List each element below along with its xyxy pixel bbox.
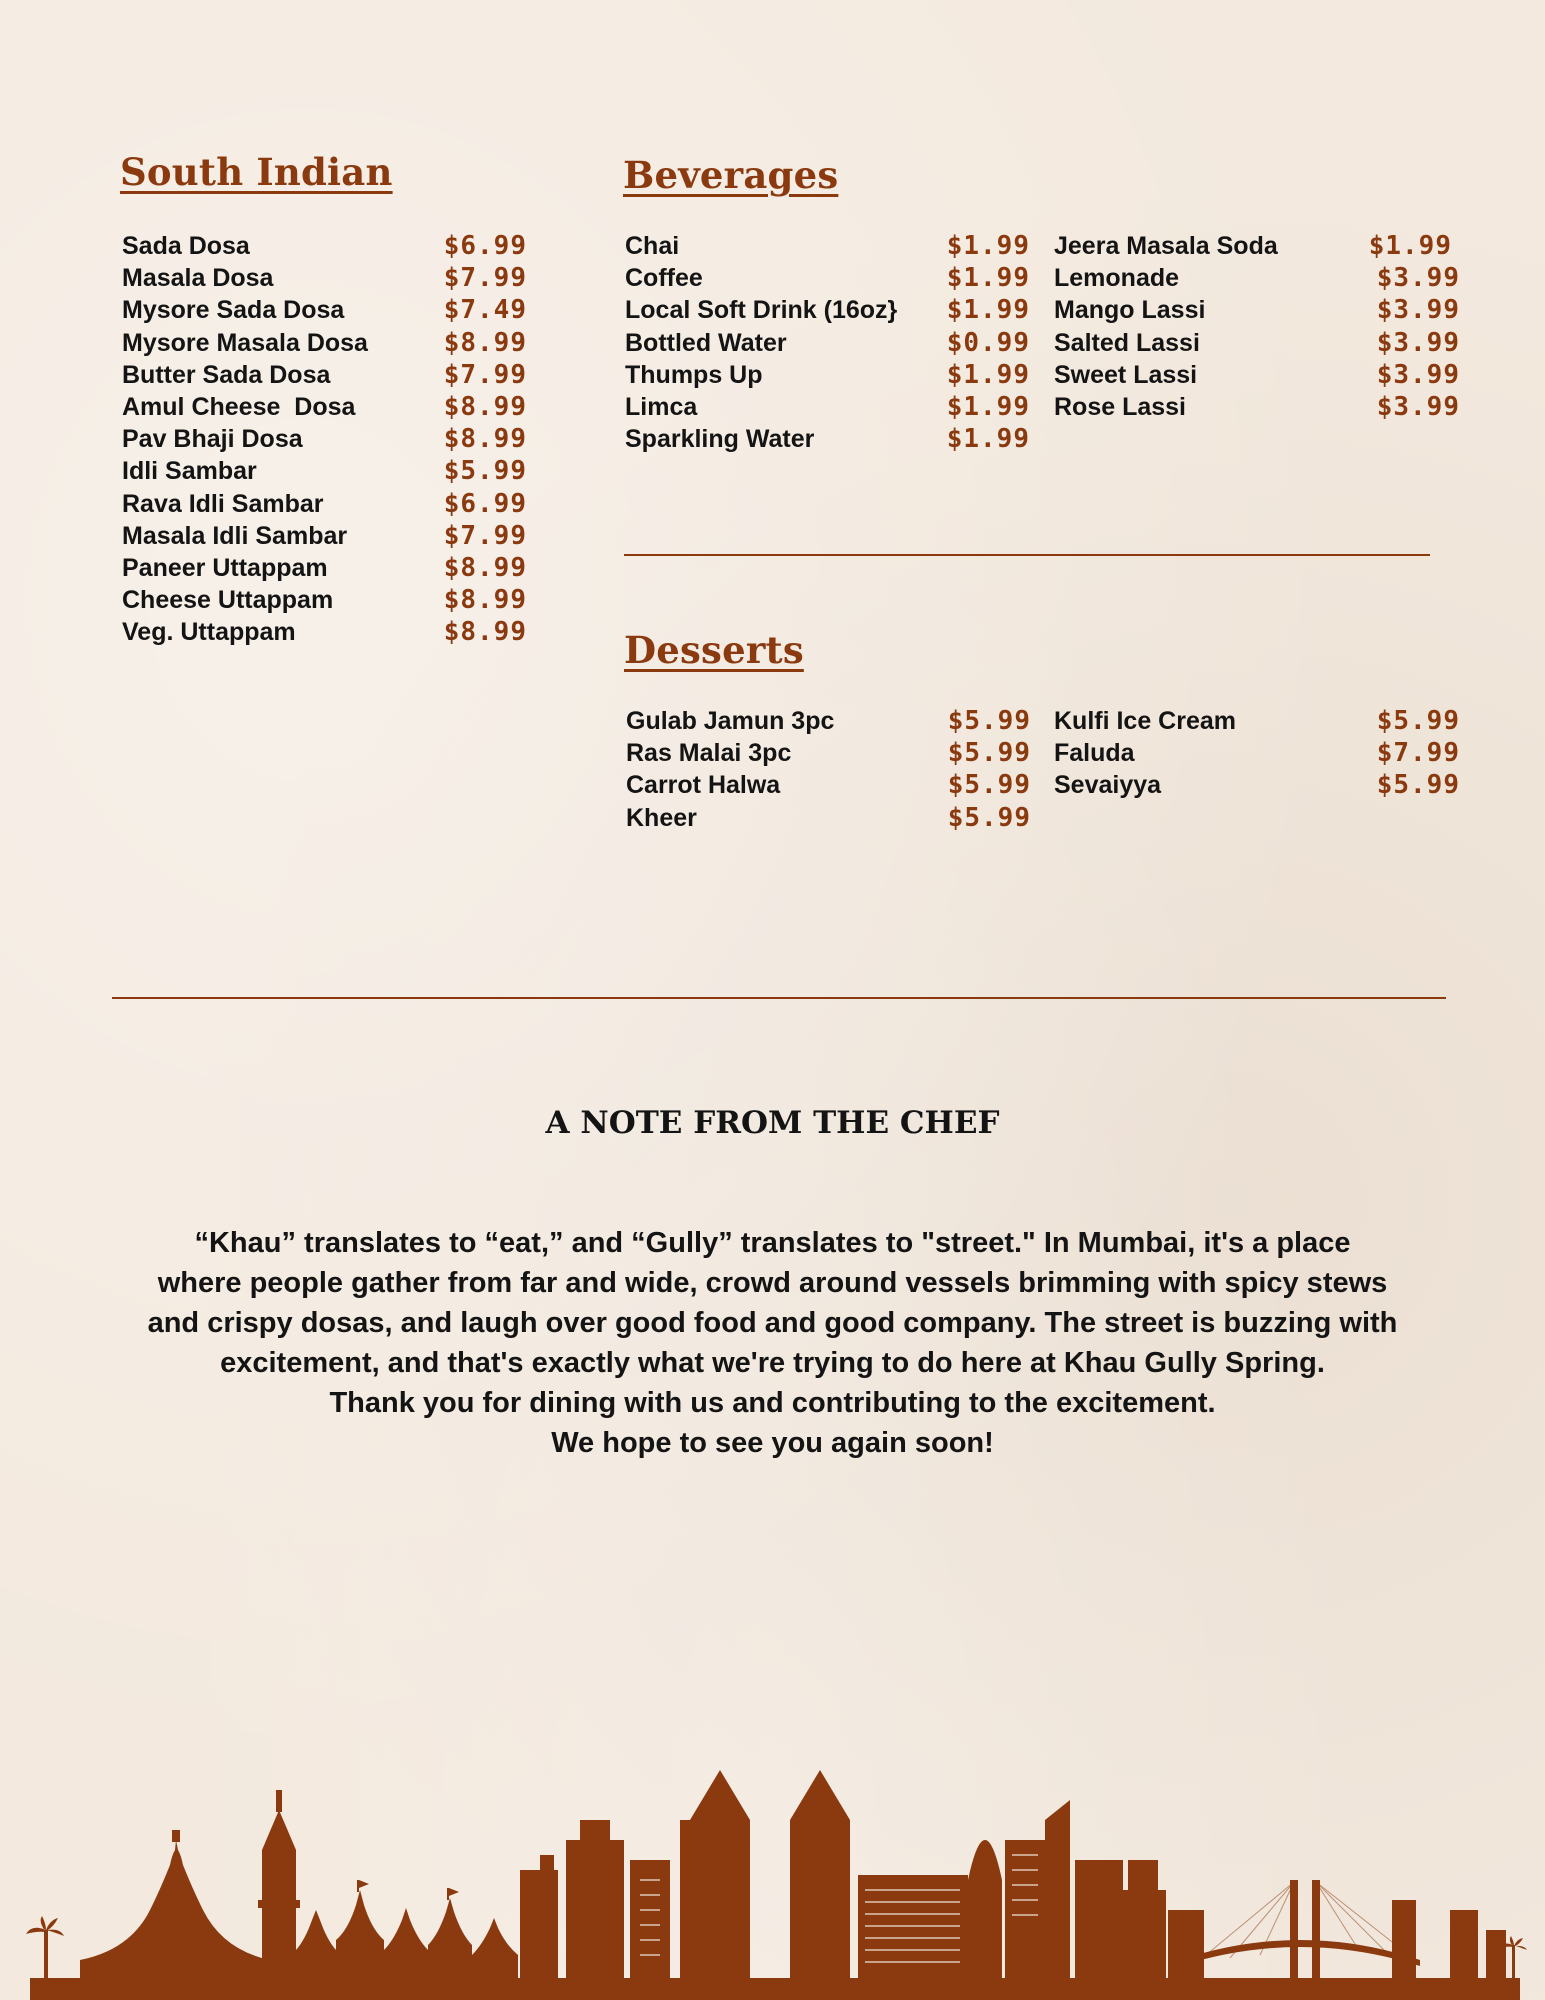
item-name: Local Soft Drink (16oz} bbox=[625, 296, 898, 325]
menu-item bbox=[625, 424, 1030, 456]
item-price: $5.99 bbox=[947, 802, 1031, 833]
item-price: $8.99 bbox=[443, 552, 527, 583]
item-price: $1.99 bbox=[946, 359, 1030, 390]
item-price: $8.99 bbox=[443, 391, 527, 422]
desserts-list-left bbox=[626, 706, 1031, 835]
item-name: Masala Idli Sambar bbox=[122, 521, 348, 550]
item-price: $1.99 bbox=[1368, 231, 1452, 261]
desserts-list-right bbox=[1054, 706, 1460, 803]
menu-item bbox=[1054, 770, 1460, 802]
item-name: Butter Sada Dosa bbox=[122, 360, 331, 389]
chef-note-line: excitement, and that's exactly what we're trying to do here at Khau Gully Spring. bbox=[220, 1347, 1325, 1379]
menu-item bbox=[122, 456, 527, 488]
chef-note-title: A NOTE FROM THE CHEF bbox=[545, 1105, 1000, 1141]
item-price: $0.99 bbox=[946, 327, 1030, 358]
menu-item bbox=[122, 392, 527, 424]
item-name: Coffee bbox=[625, 264, 703, 293]
menu-item bbox=[122, 521, 527, 553]
menu-item bbox=[626, 706, 1031, 738]
item-name: Lemonade bbox=[1054, 264, 1180, 293]
menu-item bbox=[122, 231, 527, 263]
item-price: $3.99 bbox=[1376, 295, 1460, 326]
item-price: $5.99 bbox=[1376, 706, 1460, 736]
item-name: Sparkling Water bbox=[625, 425, 815, 454]
menu-item bbox=[1054, 328, 1460, 360]
item-price: $1.99 bbox=[946, 263, 1030, 294]
chef-note-line: Thank you for dining with us and contributing to the excitement. bbox=[329, 1387, 1216, 1419]
item-name: Cheese Uttappam bbox=[122, 586, 334, 615]
beverages-title: Beverages bbox=[623, 153, 839, 197]
menu-item bbox=[625, 231, 1030, 263]
item-name: Bottled Water bbox=[625, 328, 787, 357]
item-price: $6.99 bbox=[443, 488, 527, 519]
chef-note-line: We hope to see you again soon! bbox=[551, 1427, 994, 1459]
chef-note-text bbox=[100, 1223, 1445, 1463]
south-indian-list bbox=[122, 231, 527, 649]
item-name: Kulfi Ice Cream bbox=[1054, 707, 1237, 735]
chef-note-line: where people gather from far and wide, crowd around vessels brimming with spicy stews bbox=[157, 1267, 1388, 1299]
menu-item bbox=[626, 803, 1031, 835]
item-name: Salted Lassi bbox=[1054, 328, 1200, 357]
menu-item bbox=[122, 617, 527, 649]
item-price: $7.99 bbox=[443, 520, 527, 551]
item-price: $8.99 bbox=[443, 424, 527, 455]
item-price: $5.99 bbox=[947, 770, 1031, 801]
item-name: Carrot Halwa bbox=[626, 771, 781, 800]
item-price: $5.99 bbox=[947, 738, 1031, 769]
item-name: Pav Bhaji Dosa bbox=[122, 425, 303, 454]
item-price: $3.99 bbox=[1376, 391, 1460, 422]
chef-note-line: “Khau” translates to “eat,” and “Gully” translates to "street." In Mumbai, it's a place bbox=[194, 1227, 1351, 1259]
item-name: Sada Dosa bbox=[122, 232, 250, 260]
item-price: $7.49 bbox=[443, 295, 527, 326]
item-name: Kheer bbox=[626, 803, 697, 832]
menu-item bbox=[1054, 360, 1460, 392]
item-name: Masala Dosa bbox=[122, 264, 274, 293]
menu-item bbox=[122, 263, 527, 295]
south-indian-title: South Indian bbox=[120, 150, 393, 194]
menu-item bbox=[1054, 738, 1460, 770]
item-price: $8.99 bbox=[443, 327, 527, 358]
menu-item bbox=[626, 738, 1031, 770]
menu-item bbox=[626, 770, 1031, 802]
menu-item bbox=[625, 328, 1030, 360]
menu-item bbox=[122, 295, 527, 327]
item-name: Paneer Uttappam bbox=[122, 553, 328, 582]
item-price: $3.99 bbox=[1376, 263, 1460, 294]
menu-item bbox=[625, 392, 1030, 424]
menu-item bbox=[122, 424, 527, 456]
section-divider bbox=[112, 997, 1446, 999]
mumbai-skyline-illustration bbox=[0, 1660, 1545, 2000]
item-price: $7.99 bbox=[443, 263, 527, 294]
item-name: Idli Sambar bbox=[122, 457, 257, 486]
beverages-divider bbox=[624, 554, 1430, 556]
menu-item bbox=[625, 295, 1030, 327]
chef-note-line: and crispy dosas, and laugh over good food and good company. The street is buzzing with bbox=[147, 1307, 1398, 1339]
item-price: $8.99 bbox=[443, 585, 527, 616]
item-name: Amul Cheese Dosa bbox=[122, 392, 356, 421]
menu-item bbox=[1054, 392, 1460, 424]
desserts-title: Desserts bbox=[624, 628, 804, 672]
item-name: Faluda bbox=[1054, 739, 1135, 768]
item-price: $5.99 bbox=[1376, 770, 1460, 801]
menu-item bbox=[625, 360, 1030, 392]
item-price: $8.99 bbox=[443, 617, 527, 648]
item-name: Chai bbox=[625, 232, 680, 260]
item-price: $1.99 bbox=[946, 295, 1030, 326]
item-name: Ras Malai 3pc bbox=[626, 739, 792, 768]
menu-item bbox=[122, 553, 527, 585]
item-price: $5.99 bbox=[947, 706, 1031, 736]
item-price: $7.99 bbox=[1376, 738, 1460, 769]
item-name: Sevaiyya bbox=[1054, 771, 1162, 800]
item-price: $3.99 bbox=[1376, 359, 1460, 390]
item-price: $3.99 bbox=[1376, 327, 1460, 358]
beverages-list-right bbox=[1054, 231, 1460, 424]
item-name: Veg. Uttappam bbox=[122, 618, 296, 647]
item-name: Rose Lassi bbox=[1054, 392, 1187, 421]
item-name: Mysore Masala Dosa bbox=[122, 328, 368, 357]
item-price: $1.99 bbox=[946, 424, 1030, 455]
item-name: Jeera Masala Soda bbox=[1054, 232, 1278, 260]
item-name: Thumps Up bbox=[625, 360, 763, 389]
menu-item bbox=[122, 360, 527, 392]
menu-item bbox=[1054, 231, 1460, 263]
beverages-list-left bbox=[625, 231, 1030, 456]
item-name: Sweet Lassi bbox=[1054, 360, 1198, 389]
item-price: $6.99 bbox=[443, 231, 527, 261]
item-name: Rava Idli Sambar bbox=[122, 489, 324, 518]
menu-item bbox=[1054, 263, 1460, 295]
menu-item bbox=[1054, 706, 1460, 738]
item-name: Mysore Sada Dosa bbox=[122, 296, 345, 325]
menu-item bbox=[122, 489, 527, 521]
item-price: $5.99 bbox=[443, 456, 527, 487]
menu-item bbox=[122, 328, 527, 360]
item-price: $1.99 bbox=[946, 391, 1030, 422]
menu-item bbox=[625, 263, 1030, 295]
item-name: Mango Lassi bbox=[1054, 296, 1206, 325]
menu-item bbox=[1054, 295, 1460, 327]
item-name: Limca bbox=[625, 392, 698, 421]
item-name: Gulab Jamun 3pc bbox=[626, 707, 835, 735]
menu-item bbox=[122, 585, 527, 617]
item-price: $1.99 bbox=[946, 231, 1030, 261]
item-price: $7.99 bbox=[443, 359, 527, 390]
